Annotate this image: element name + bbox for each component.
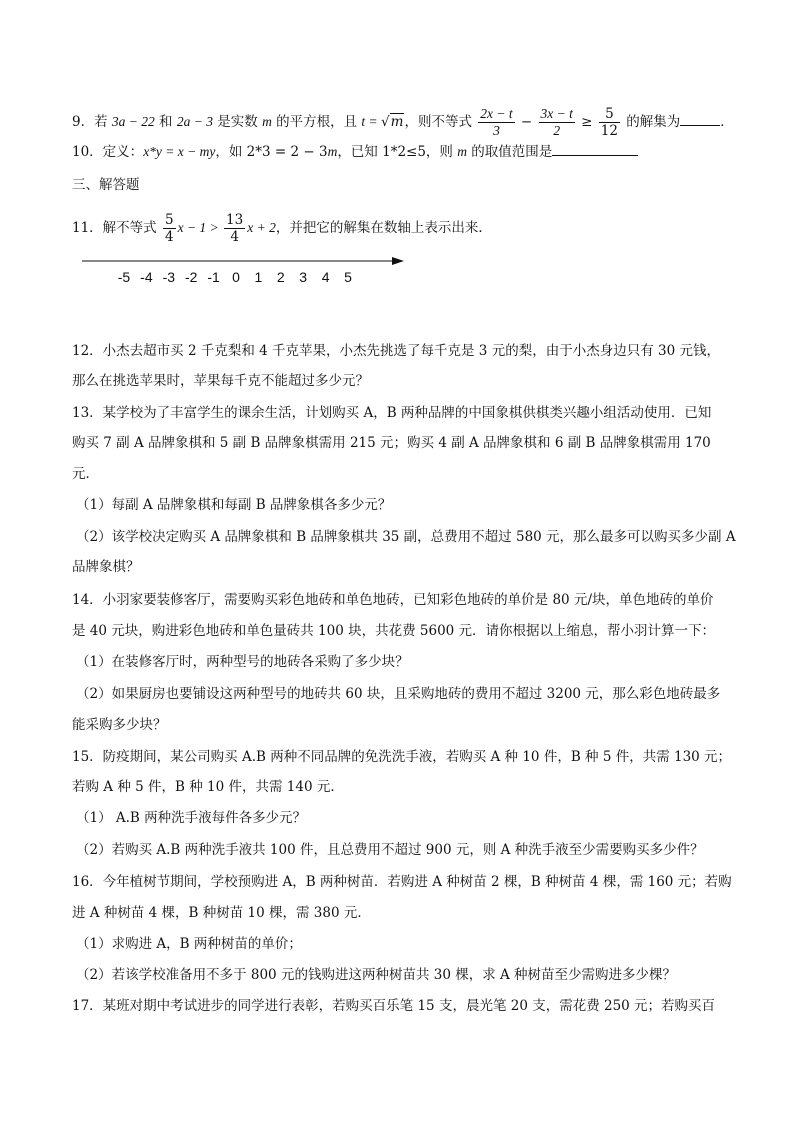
q9-var-m: m <box>262 114 272 129</box>
q14-line-5: 能采购多少块？ <box>72 717 167 733</box>
q16-line-1: 16．今年植树节期间，学校预购进 A，B 两种树苗．若购进 A 种树苗 2 棵，B 种树苗 4 棵，需 160 元；若购 <box>72 874 732 890</box>
q11-frac1-num: 5 <box>164 212 174 228</box>
number-line-label: 5 <box>344 269 352 285</box>
q9-frac2 <box>539 106 575 139</box>
q11-frac1 <box>163 212 176 245</box>
q11-frac2 <box>224 212 245 245</box>
q9-geq: ≥ <box>576 114 597 130</box>
q14-part-1: （1）在装修客厅时，两种型号的地砖各采购了多少块？ <box>76 654 409 670</box>
q9-frac3-den: 12 <box>600 123 618 139</box>
q13-line-3: 元． <box>72 466 99 482</box>
q14-part-2: （2）如果厨房也要铺设这两种型号的地砖共 60 块，且采购地砖的费用不超过 3200 元，那么彩色地砖最多 <box>76 686 721 702</box>
q11-frac1-den: 4 <box>164 229 174 245</box>
number-line-label: -2 <box>184 269 198 285</box>
q9-prefix: 9．若 <box>72 114 112 130</box>
q16-part-2: （2）若该学校准备用不多于 800 元的钱购进这两种树苗共 30 棵，求 A 种树苗至少需购进多少棵？ <box>76 967 677 983</box>
q9-end: ． <box>720 114 734 130</box>
q10-def: x*y = x − my <box>143 144 216 159</box>
number-line-label: -5 <box>117 269 131 285</box>
q15-part-2: （2）若购买 A.B 两种洗手液共 100 件，且总费用不超过 900 元，则 A 种洗手液至少需要购买多少件？ <box>76 842 704 858</box>
q11-suffix: ，并把它的解集在数轴上表示出来． <box>275 220 492 236</box>
q10-text-b: ，如 2*3 = 2 − 3 <box>215 144 328 160</box>
number-line-label: 4 <box>321 269 330 285</box>
q10-text-d: 的取值范围是 <box>466 144 553 160</box>
number-line-label: 3 <box>299 269 308 285</box>
q16-line-2: 进 A 种树苗 4 棵，B 种树苗 10 棵，需 380 元． <box>72 905 371 921</box>
q13-line-2: 购买 7 副 A 品牌象棋和 5 副 B 品牌象棋需用 215 元；购买 4 副 A 品牌象棋和 6 副 B 品牌象棋需用 170 <box>72 435 711 451</box>
q12-line-2: 那么在挑选苹果时，苹果每千克不能超过多少元？ <box>72 373 369 389</box>
q9-expr1: 3a − 22 <box>111 114 155 129</box>
number-line-arrow-icon <box>392 257 404 265</box>
q10-text-c: ，已知 1*2≤5，则 <box>337 144 458 160</box>
q13-line-1: 13．某学校为了丰富学生的课余生活，计划购买 A，B 两种品牌的中国象棋供棋类兴趣小组活动使用．已知 <box>72 405 712 421</box>
q17-line-1: 17．某班对期中考试进步的同学进行表彰，若购买百乐笔 15 支，晨光笔 20 支，需花费 250 元；若购买百 <box>72 998 716 1014</box>
number-line-label: 2 <box>276 269 285 285</box>
q15-line-2: 若购 A 种 5 件，B 种 10 件，共需 140 元． <box>72 779 344 795</box>
q9-frac1-num: 2x − t <box>480 106 513 121</box>
number-line-label: -3 <box>162 269 176 285</box>
q13-part-1: （1）每副 A 品牌象棋和每副 B 品牌象棋各多少元？ <box>76 497 392 513</box>
q9-answer-blank[interactable] <box>680 113 720 126</box>
q9-frac1 <box>478 106 514 139</box>
question-11 <box>72 212 732 245</box>
q9-mid1: 和 <box>154 114 177 130</box>
q9-mid2: 是实数 <box>212 114 263 130</box>
q11-frac2-den: 4 <box>230 229 239 245</box>
q11-mid1: x − 1 > <box>177 220 223 235</box>
q11-frac2-num: 13 <box>226 212 244 228</box>
q16-part-1: （1）求购进 A，B 两种树苗的单价； <box>76 936 302 952</box>
number-line-label: -1 <box>207 269 220 285</box>
section-heading: 三、解答题 <box>72 177 140 193</box>
q9-mid3: 的平方根，且 <box>271 114 362 130</box>
q15-part-1: （1） A.B 两种洗手液每件各多少元？ <box>76 810 307 826</box>
q9-suffix: 的解集为 <box>621 114 681 130</box>
q12-line-1: 12．小杰去超市买 2 千克梨和 4 千克苹果，小杰先挑选了每千克是 3 元的梨，由于小杰身边只有 30 元钱， <box>72 343 720 359</box>
q9-sqrt-arg: m <box>390 114 404 130</box>
q9-frac3 <box>599 106 620 139</box>
q10-text-a: 10．定义： <box>72 144 144 160</box>
q9-frac1-den: 3 <box>493 123 500 138</box>
q10-var-m: m <box>327 144 338 159</box>
q9-sqrt: √m <box>381 114 404 130</box>
q14-line-2: 是 40 元块，购进彩色地砖和单色量砖共 100 块，共花费 5600 元．请你根据以上缩息，帮小羽计算一下： <box>72 623 716 639</box>
question-10 <box>72 143 732 161</box>
number-line-label: 1 <box>254 269 263 285</box>
q9-frac3-num: 5 <box>599 106 620 123</box>
number-line-labels <box>118 269 352 285</box>
q9-frac2-num: 3x − t <box>540 106 573 121</box>
q9-t-eq: t = <box>361 114 382 129</box>
q15-line-1: 15．防疫期间，某公司购买 A.B 两种不同品牌的免洗洗手液，若购买 A 种 10 件，B 种 5 件，共需 130 元； <box>72 749 732 765</box>
number-line <box>80 250 410 290</box>
q13-line-6: 品牌象棋？ <box>72 559 140 575</box>
q10-var-m2: m <box>457 144 467 159</box>
q9-mid4: ，则不等式 <box>404 114 477 130</box>
q9-minus: − <box>516 114 537 130</box>
q9-frac2-den: 2 <box>553 123 561 138</box>
q14-line-1: 14．小羽家要装修客厅，需要购买彩色地砖和单色地砖，已知彩色地砖的单价是 80 元/块，单色地砖的单价 <box>72 592 714 608</box>
number-line-label: -4 <box>140 269 153 285</box>
q11-mid2: x + 2 <box>247 220 276 235</box>
q10-answer-blank[interactable] <box>552 143 638 156</box>
q11-prefix: 11．解不等式 <box>72 220 161 236</box>
question-9 <box>72 106 732 139</box>
number-line-label: 0 <box>232 269 240 285</box>
q13-part-2: （2）该学校决定购买 A 品牌象棋和 B 品牌象棋共 35 副，总费用不超过 580 元，那么最多可以购买多少副 A <box>76 529 736 545</box>
q9-expr2: 2a − 3 <box>176 114 213 129</box>
